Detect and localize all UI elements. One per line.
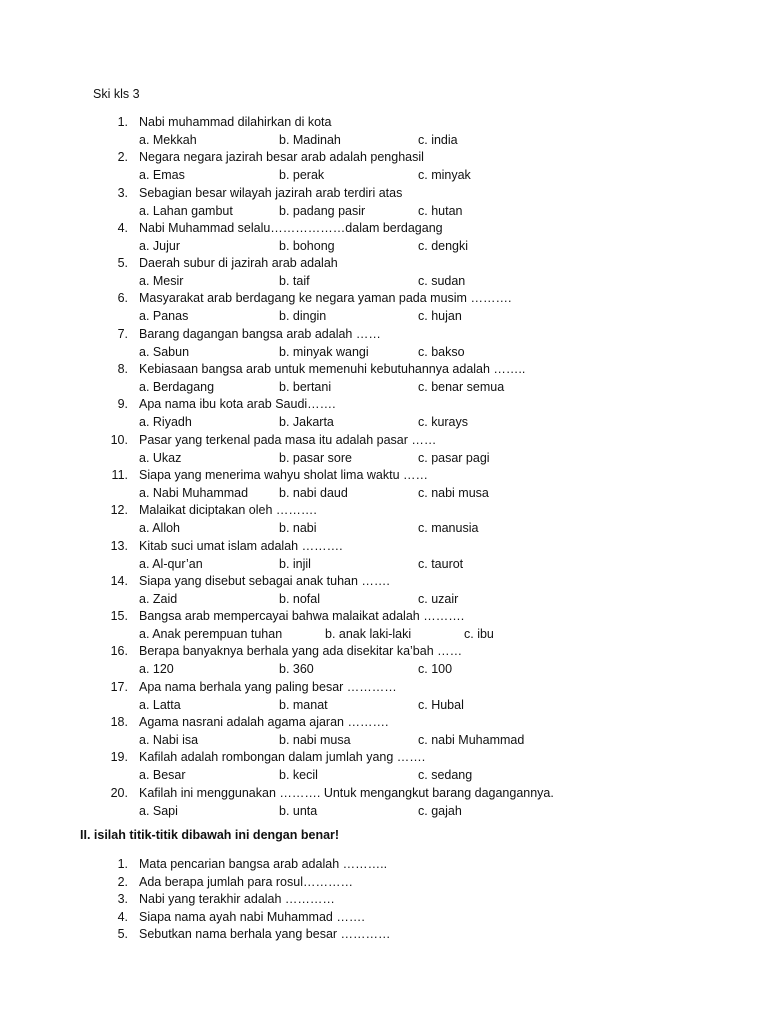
question-item (0, 467, 768, 502)
question-text: Apa nama berhala yang paling besar ………… (139, 679, 397, 694)
question-number: 18. (110, 715, 128, 730)
option-b: b. Jakarta (279, 415, 334, 430)
question-number: 5. (117, 256, 128, 271)
question-number: 4. (117, 220, 128, 235)
question-number: 1. (117, 115, 128, 129)
question-number: 8. (117, 362, 128, 377)
question-item (0, 361, 768, 396)
question-item (0, 290, 768, 325)
question-number: 2. (117, 150, 128, 165)
fill-number: 5. (117, 927, 128, 942)
option-b: b. nabi daud (279, 485, 348, 500)
option-c: c. minyak (418, 168, 471, 183)
option-c: c. sedang (418, 768, 473, 783)
question-item (0, 502, 768, 537)
question-text: Masyarakat arab berdagang ke negara yaman pada musim ………. (139, 291, 512, 306)
question-item (0, 220, 768, 255)
question-text: Agama nasrani adalah agama ajaran ………. (139, 715, 389, 730)
question-number: 6. (117, 291, 128, 306)
question-item (0, 714, 768, 749)
question-item (0, 749, 768, 784)
option-a: a. Latta (139, 697, 181, 712)
question-item (0, 114, 768, 149)
option-c: c. nabi musa (418, 485, 489, 500)
question-text: Kafilah ini menggunakan ………. Untuk mengangkut barang dagangannya. (139, 785, 554, 800)
question-text: Daerah subur di jazirah arab adalah (139, 256, 338, 271)
option-c: c. hutan (418, 203, 463, 218)
option-c: c. benar semua (418, 380, 505, 395)
option-b: b. bohong (279, 238, 335, 253)
option-a: a. Sapi (139, 803, 178, 818)
question-number: 20. (110, 785, 128, 800)
option-c: c. hujan (418, 309, 462, 324)
option-a: a. Alloh (139, 521, 181, 536)
option-c: c. nabi Muhammad (418, 733, 525, 748)
question-text: Nabi muhammad dilahirkan di kota (139, 115, 332, 129)
question-number: 12. (110, 503, 128, 518)
option-a: a. Nabi Muhammad (139, 485, 249, 500)
option-c: c. bakso (418, 344, 465, 359)
option-a: a. Berdagang (139, 380, 215, 395)
option-a: a. Nabi isa (139, 733, 199, 748)
option-a: a. Sabun (139, 344, 190, 359)
option-b: b. manat (279, 697, 328, 712)
question-number: 13. (110, 538, 128, 553)
option-b: b. padang pasir (279, 203, 366, 218)
fill-item (0, 874, 768, 892)
question-item (0, 573, 768, 608)
fill-text: Sebutkan nama berhala yang besar ………… (139, 927, 391, 942)
option-a: a. Riyadh (139, 415, 192, 430)
option-b: b. bertani (279, 380, 332, 395)
question-number: 16. (110, 644, 128, 659)
option-a: a. Ukaz (139, 450, 182, 465)
option-b: b. dingin (279, 309, 327, 324)
option-c: c. pasar pagi (418, 450, 490, 465)
option-b: b. nabi musa (279, 733, 351, 748)
option-b: b. nabi (279, 521, 317, 536)
fill-in-list (0, 856, 768, 944)
fill-number: 1. (117, 857, 128, 871)
option-c: c. sudan (418, 274, 466, 289)
option-a: a. Jujur (139, 238, 180, 253)
option-a: a. 120 (139, 662, 174, 677)
question-item (0, 679, 768, 714)
question-number: 15. (110, 609, 128, 624)
question-text: Bangsa arab mempercayai bahwa malaikat adalah ………. (139, 609, 465, 624)
fill-text: Mata pencarian bangsa arab adalah ……….. (139, 857, 388, 871)
option-a: a. Zaid (139, 591, 178, 606)
fill-number: 2. (117, 874, 128, 889)
option-b: b. 360 (279, 662, 314, 677)
option-a: a. Lahan gambut (139, 203, 233, 218)
option-c: c. manusia (418, 521, 479, 536)
fill-item (0, 891, 768, 909)
section-2-title: II. isilah titik-titik dibawah ini dengan benar! (80, 828, 340, 842)
question-text: Kebiasaan bangsa arab untuk memenuhi kebutuhannya adalah …….. (139, 362, 526, 377)
option-b: b. anak laki-laki (325, 627, 412, 642)
question-text: Barang dagangan bangsa arab adalah …… (139, 326, 381, 341)
question-item (0, 643, 768, 678)
question-item (0, 608, 768, 643)
option-b: b. minyak wangi (279, 344, 369, 359)
option-a: a. Anak perempuan tuhan (139, 627, 283, 642)
fill-number: 3. (117, 892, 128, 907)
option-b: b. pasar sore (279, 450, 352, 465)
question-text: Apa nama ibu kota arab Saudi……. (139, 397, 336, 412)
option-c: c. kurays (418, 415, 469, 430)
option-c: c. uzair (418, 591, 459, 606)
question-text: Berapa banyaknya berhala yang ada disekitar ka’bah …… (139, 644, 463, 659)
option-b: b. kecil (279, 768, 318, 783)
question-text: Nabi Muhammad selalu………………dalam berdagang (139, 220, 443, 235)
question-item (0, 149, 768, 184)
question-number: 17. (110, 679, 128, 694)
option-a: a. Al-qur’an (139, 556, 203, 571)
option-b: b. unta (279, 803, 318, 818)
question-text: Siapa yang menerima wahyu sholat lima waktu …… (139, 467, 429, 482)
question-item (0, 538, 768, 573)
multiple-choice-list (0, 114, 768, 820)
question-text: Malaikat diciptakan oleh ………. (139, 503, 317, 518)
question-item (0, 785, 768, 820)
fill-number: 4. (117, 909, 128, 924)
question-item (0, 432, 768, 467)
fill-text: Nabi yang terakhir adalah ………… (139, 892, 335, 907)
question-item (0, 185, 768, 220)
question-text: Kitab suci umat islam adalah ………. (139, 538, 343, 553)
option-b: b. Madinah (279, 133, 341, 147)
option-c: c. dengki (418, 238, 469, 253)
fill-item (0, 856, 768, 874)
option-c: c. Hubal (418, 697, 464, 712)
question-number: 7. (117, 326, 128, 341)
option-c: c. ibu (464, 627, 494, 642)
question-number: 11. (111, 467, 128, 482)
option-a: a. Besar (139, 768, 186, 783)
question-number: 9. (117, 397, 128, 412)
option-b: b. taif (279, 274, 310, 289)
option-b: b. nofal (279, 591, 321, 606)
option-b: b. perak (279, 168, 325, 183)
question-number: 14. (110, 573, 128, 588)
option-b: b. injil (279, 556, 311, 571)
question-number: 19. (110, 750, 128, 765)
question-number: 3. (117, 185, 128, 200)
fill-text: Ada berapa jumlah para rosul………… (139, 874, 353, 889)
question-text: Kafilah adalah rombongan dalam jumlah yang ……. (139, 750, 426, 765)
question-item (0, 396, 768, 431)
question-text: Siapa yang disebut sebagai anak tuhan ……. (139, 573, 390, 588)
question-number: 10. (110, 432, 128, 447)
question-text: Sebagian besar wilayah jazirah arab terdiri atas (139, 185, 403, 200)
question-text: Negara negara jazirah besar arab adalah penghasil (139, 150, 424, 165)
option-a: a. Mesir (139, 274, 184, 289)
option-c: c. gajah (418, 803, 462, 818)
fill-text: Siapa nama ayah nabi Muhammad ……. (139, 909, 365, 924)
option-a: a. Panas (139, 309, 189, 324)
option-c: c. india (418, 133, 458, 147)
fill-item (0, 926, 768, 944)
option-a: a. Mekkah (139, 133, 197, 147)
fill-item (0, 909, 768, 927)
question-item (0, 326, 768, 361)
option-a: a. Emas (139, 168, 185, 183)
option-c: c. taurot (418, 556, 464, 571)
question-item (0, 255, 768, 290)
option-c: c. 100 (418, 662, 453, 677)
question-text: Pasar yang terkenal pada masa itu adalah pasar …… (139, 432, 437, 447)
document-title: Ski kls 3 (93, 87, 140, 101)
